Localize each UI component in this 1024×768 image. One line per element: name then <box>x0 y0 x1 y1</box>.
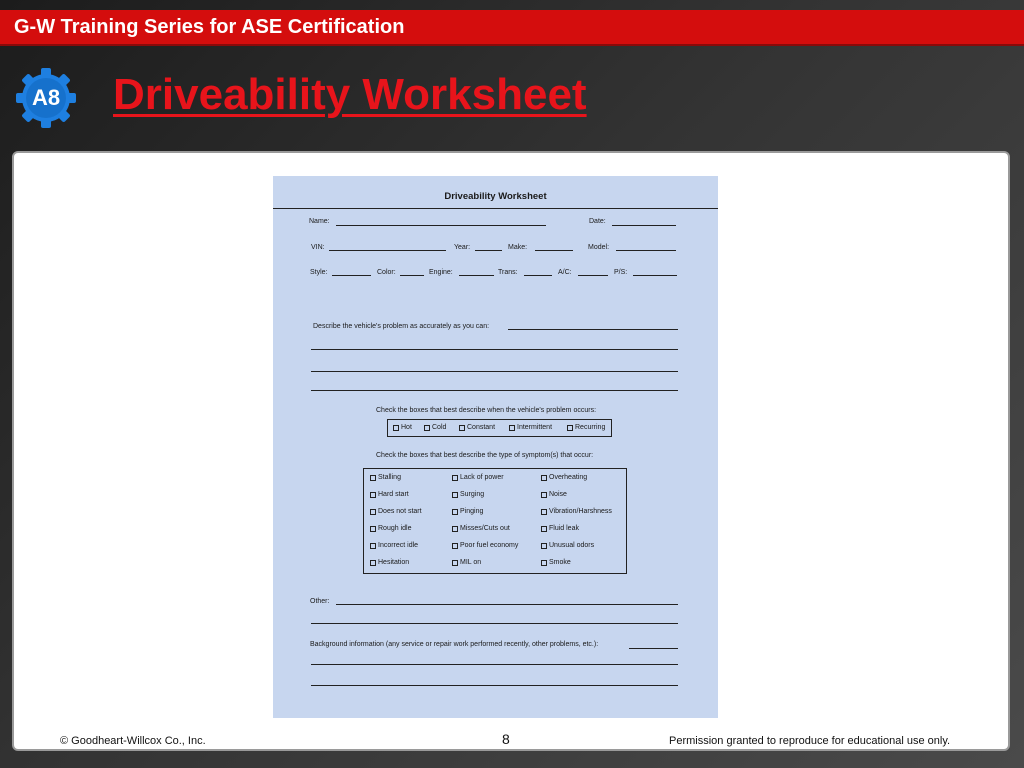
name-line <box>336 225 546 226</box>
year-line <box>475 250 502 251</box>
checkbox-icon <box>541 475 547 481</box>
trans-line <box>524 275 552 276</box>
make-label: Make: <box>508 244 528 251</box>
describe-prompt: Describe the vehicle's problem as accurately as you can: <box>313 323 490 330</box>
checkbox-icon <box>452 492 458 498</box>
occurs-option-constant[interactable]: Constant <box>459 424 495 431</box>
checkbox-icon <box>541 526 547 532</box>
model-label: Model: <box>588 244 610 251</box>
describe-line-1 <box>508 329 678 330</box>
symptom-lack-of-power[interactable]: Lack of power <box>452 474 504 481</box>
checkbox-icon <box>509 425 515 431</box>
style-line <box>332 275 371 276</box>
checkbox-icon <box>541 543 547 549</box>
ps-line <box>633 275 677 276</box>
color-label: Color: <box>377 269 396 276</box>
symptom-surging[interactable]: Surging <box>452 491 484 498</box>
engine-label: Engine: <box>429 269 453 276</box>
other-line-1 <box>336 604 678 605</box>
checkbox-icon <box>541 492 547 498</box>
checkbox-icon <box>541 509 547 515</box>
checkbox-icon <box>370 509 376 515</box>
checkbox-icon <box>424 425 430 431</box>
symptom-does-not-start[interactable]: Does not start <box>370 508 422 515</box>
symptom-misses[interactable]: Misses/Cuts out <box>452 525 510 532</box>
describe-line-4 <box>311 390 678 391</box>
checkbox-icon <box>370 560 376 566</box>
page-number: 8 <box>502 731 510 747</box>
series-header-bar <box>0 10 1024 46</box>
symptom-unusual-odors[interactable]: Unusual odors <box>541 542 594 549</box>
symptom-mil-on[interactable]: MIL on <box>452 559 481 566</box>
symptom-poor-fuel-economy[interactable]: Poor fuel economy <box>452 542 518 549</box>
other-label: Other: <box>310 598 330 605</box>
worksheet <box>273 176 718 718</box>
symptom-fluid-leak[interactable]: Fluid leak <box>541 525 579 532</box>
occurs-option-recurring[interactable]: Recurring <box>567 424 605 431</box>
symptom-incorrect-idle[interactable]: Incorrect idle <box>370 542 418 549</box>
year-label: Year: <box>454 244 471 251</box>
a8-badge <box>14 66 78 130</box>
background-line-1 <box>629 648 678 649</box>
worksheet-title: Driveability Worksheet <box>444 191 547 202</box>
other-line-2 <box>311 623 678 624</box>
trans-label: Trans: <box>498 269 518 276</box>
symptom-pinging[interactable]: Pinging <box>452 508 483 515</box>
copyright-footer: © Goodheart-Willcox Co., Inc. <box>60 735 206 747</box>
badge-label: A8 <box>31 85 61 110</box>
occurs-option-intermittent[interactable]: Intermittent <box>509 424 552 431</box>
symptom-rough-idle[interactable]: Rough idle <box>370 525 411 532</box>
symptom-stalling[interactable]: Stalling <box>370 474 401 481</box>
checkbox-icon <box>370 492 376 498</box>
checkbox-icon <box>567 425 573 431</box>
date-line <box>612 225 676 226</box>
occurs-option-cold[interactable]: Cold <box>424 424 446 431</box>
checkbox-icon <box>370 543 376 549</box>
checkbox-icon <box>452 509 458 515</box>
style-label: Style: <box>310 269 328 276</box>
describe-line-3 <box>311 371 678 372</box>
permission-footer: Permission granted to reproduce for educational use only. <box>669 735 951 747</box>
ps-label: P/S: <box>614 269 628 276</box>
checkbox-icon <box>541 560 547 566</box>
ac-label: A/C: <box>558 269 572 276</box>
color-line <box>400 275 424 276</box>
ac-line <box>578 275 608 276</box>
symptom-noise[interactable]: Noise <box>541 491 567 498</box>
symptom-smoke[interactable]: Smoke <box>541 559 571 566</box>
background-line-2 <box>311 664 678 665</box>
symptom-vibration[interactable]: Vibration/Harshness <box>541 508 612 515</box>
symptoms-prompt: Check the boxes that best describe the type of symptom(s) that occur: <box>376 452 594 459</box>
background-line-3 <box>311 685 678 686</box>
symptom-hesitation[interactable]: Hesitation <box>370 559 409 566</box>
checkbox-icon <box>370 526 376 532</box>
checkbox-icon <box>452 475 458 481</box>
title-rule <box>273 208 718 209</box>
engine-line <box>459 275 494 276</box>
date-label: Date: <box>589 218 606 225</box>
series-title: G-W Training Series for ASE Certification <box>14 16 405 38</box>
make-line <box>535 250 573 251</box>
checkbox-icon <box>452 543 458 549</box>
checkbox-icon <box>452 560 458 566</box>
checkbox-icon <box>452 526 458 532</box>
checkbox-icon <box>459 425 465 431</box>
occurs-prompt: Check the boxes that best describe when the vehicle's problem occurs: <box>376 407 597 414</box>
checkbox-icon <box>393 425 399 431</box>
model-line <box>616 250 676 251</box>
symptom-overheating[interactable]: Overheating <box>541 474 587 481</box>
occurs-option-hot[interactable]: Hot <box>393 424 412 431</box>
name-label: Name: <box>309 218 330 225</box>
checkbox-icon <box>370 475 376 481</box>
describe-line-2 <box>311 349 678 350</box>
vin-label: VIN: <box>311 244 325 251</box>
symptom-hard-start[interactable]: Hard start <box>370 491 409 498</box>
vin-line <box>329 250 446 251</box>
background-prompt: Background information (any service or repair work performed recently, other problems, etc.): <box>310 641 599 648</box>
slide-title: Driveability Worksheet <box>113 70 587 119</box>
